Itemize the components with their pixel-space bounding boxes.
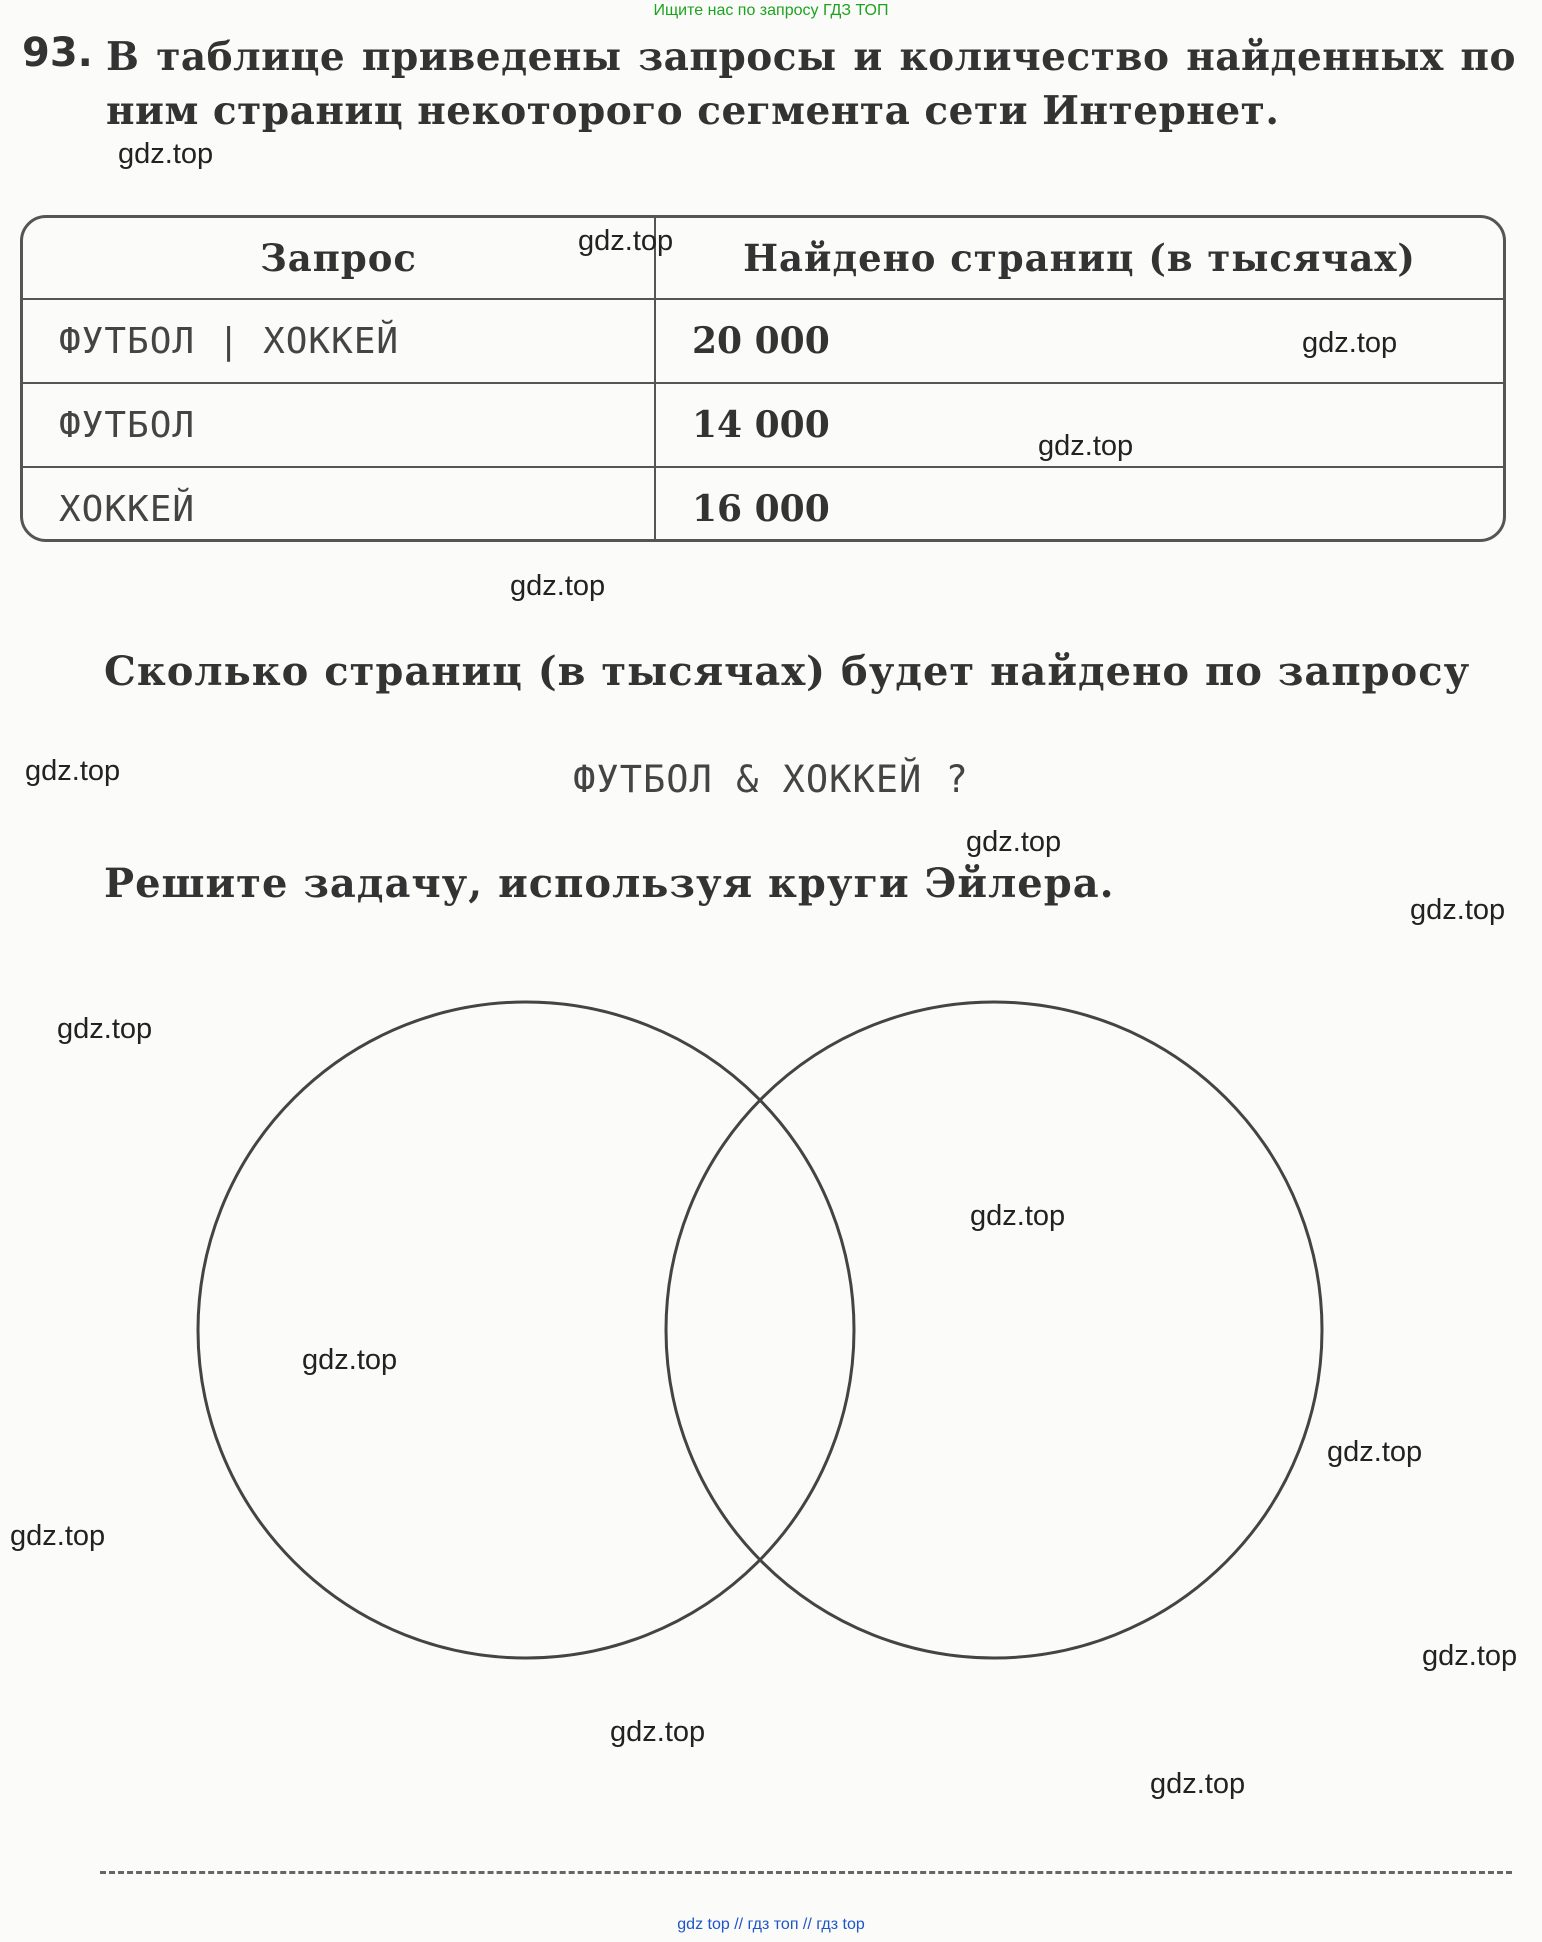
watermark: gdz.top <box>10 1520 106 1552</box>
question-text: Сколько страниц (в тысячах) будет найдено по запросу <box>104 648 1471 695</box>
query-cell: ХОККЕЙ <box>23 467 655 542</box>
watermark: gdz.top <box>57 1013 153 1045</box>
watermark: gdz.top <box>118 138 214 170</box>
query-expression: ФУТБОЛ & ХОККЕЙ ? <box>573 758 969 801</box>
task-number: 93. <box>22 30 93 76</box>
watermark: gdz.top <box>1150 1768 1246 1800</box>
watermark: gdz.top <box>510 570 606 602</box>
instruction-text: Решите задачу, используя круги Эйлера. <box>104 860 1115 907</box>
watermark: gdz.top <box>970 1200 1066 1232</box>
watermark: gdz.top <box>1327 1436 1423 1468</box>
footer-links[interactable]: gdz top // гдз топ // гдз top <box>677 1916 865 1933</box>
column-header-pages: Найдено страниц (в тысячах) <box>655 218 1503 299</box>
header-note[interactable]: Ищите нас по запросу ГДЗ ТОП <box>653 2 889 19</box>
pages-cell: 14 000 <box>655 383 1503 467</box>
watermark: gdz.top <box>966 826 1062 858</box>
watermark: gdz.top <box>578 225 674 257</box>
watermark: gdz.top <box>1302 327 1398 359</box>
watermark: gdz.top <box>1410 894 1506 926</box>
query-cell: ФУТБОЛ | ХОККЕЙ <box>23 299 655 383</box>
task-statement: В таблице приведены запросы и количество найденных по ним страниц некоторого сегмента сети Интернет. <box>106 34 1516 134</box>
pages-cell: 20 000 <box>655 299 1503 383</box>
watermark: gdz.top <box>1422 1640 1518 1672</box>
query-cell: ФУТБОЛ <box>23 383 655 467</box>
watermark: gdz.top <box>302 1344 398 1376</box>
left-circle <box>198 1002 854 1658</box>
watermark: gdz.top <box>1038 430 1134 462</box>
watermark: gdz.top <box>610 1716 706 1748</box>
pages-cell: 16 000 <box>655 467 1503 542</box>
column-header-query: Запрос <box>23 218 655 299</box>
watermark: gdz.top <box>25 755 121 787</box>
right-circle <box>666 1002 1322 1658</box>
answer-line <box>100 1871 1512 1874</box>
